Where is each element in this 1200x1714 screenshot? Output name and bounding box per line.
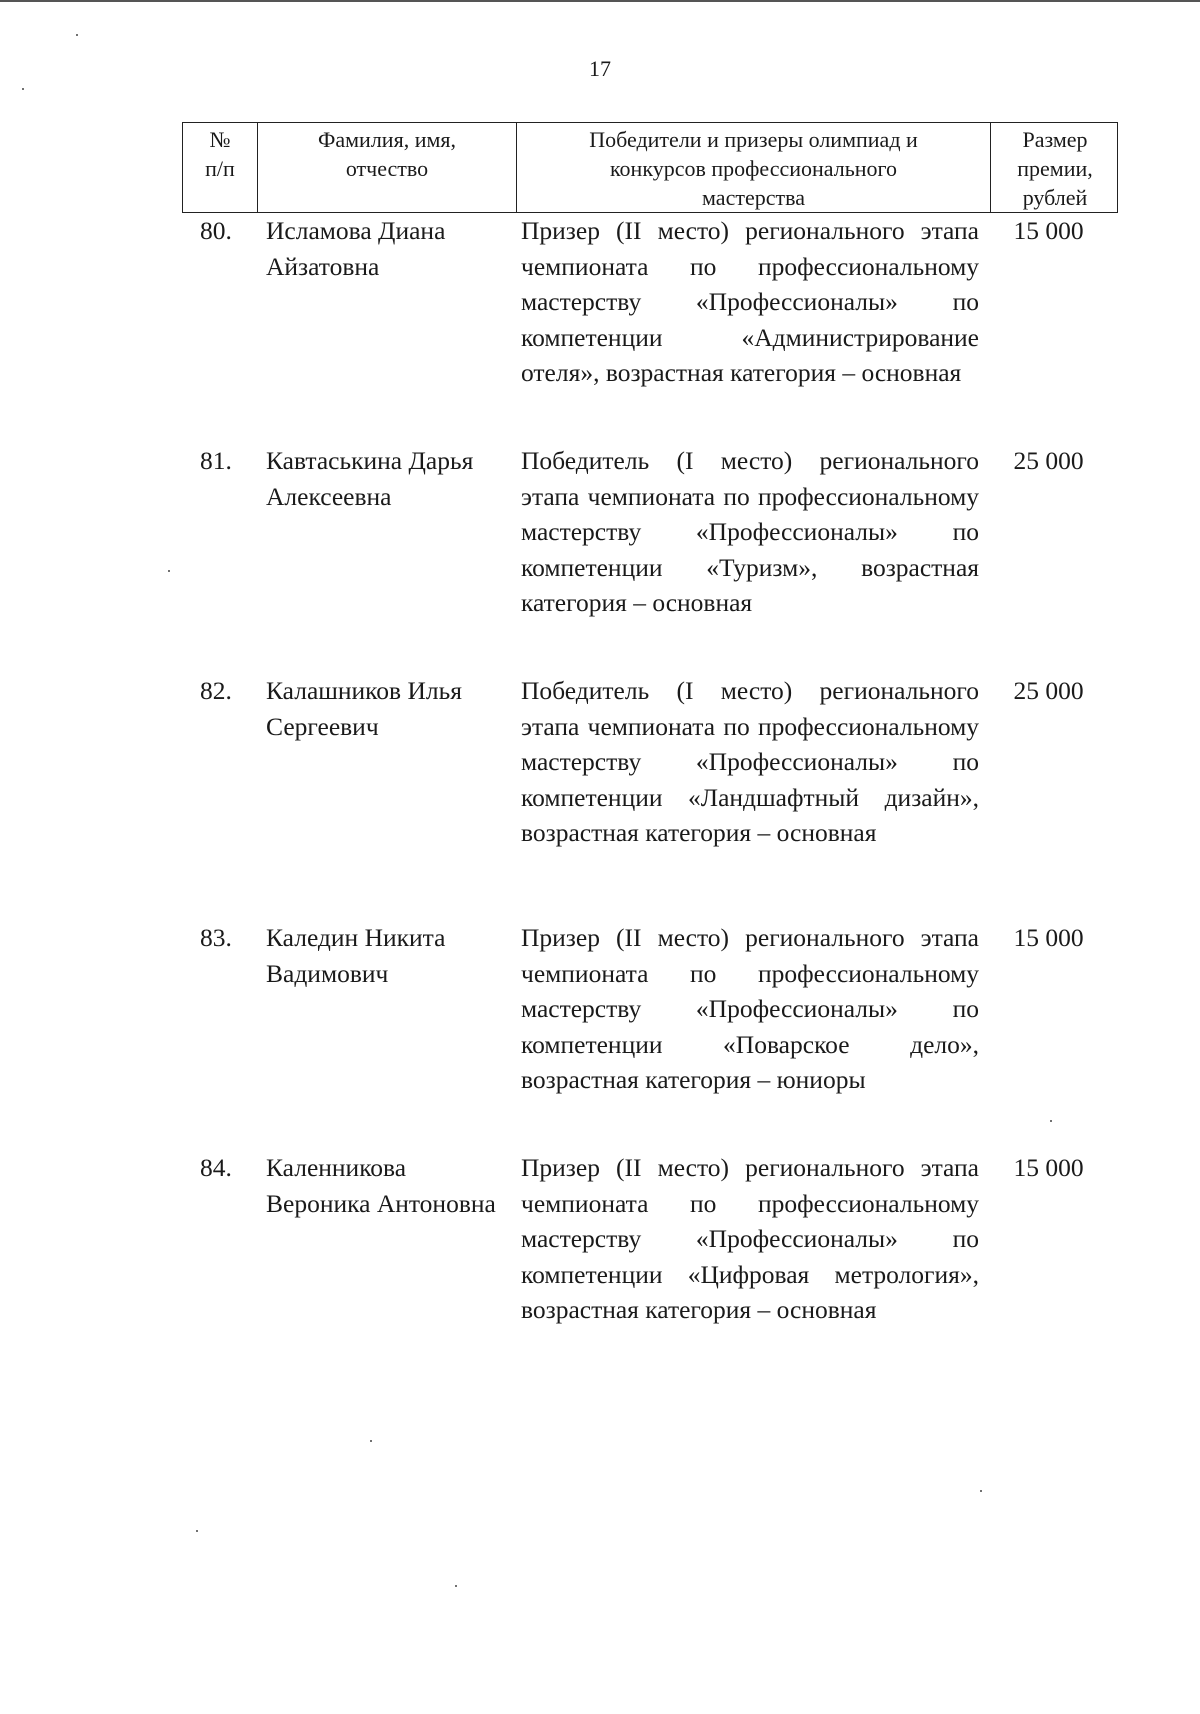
row-description: Победитель (I место) регионального этапа чемпионата по профессиональному мастерству «Профессионалы» по компетенции «Туризм», возрастная категория – основная (521, 446, 979, 617)
row-name: Каленникова Вероника Антоновна (266, 1153, 496, 1218)
row-description: Призер (II место) регионального этапа чемпионата по профессиональному мастерству «Профессионалы» по компетенции «Цифровая метрология», возрастная категория – основная (521, 1153, 979, 1324)
scan-speck (76, 34, 78, 36)
scan-speck (196, 1530, 198, 1532)
header-desc: Победители и призеры олимпиад и конкурсов профессионального мастерства (516, 123, 990, 212)
row-name: Каледин Никита Вадимович (266, 923, 446, 988)
row-number: 83. (200, 923, 232, 952)
table-header (182, 122, 1118, 213)
row-number: 82. (200, 676, 232, 705)
row-number: 81. (200, 446, 232, 475)
row-amount: 15 000 (1013, 216, 1084, 245)
scan-speck (370, 1440, 372, 1442)
scan-speck (168, 570, 170, 572)
row-name: Кавтаськина Дарья Алексеевна (266, 446, 474, 511)
row-amount: 15 000 (1013, 1153, 1084, 1182)
header-name: Фамилия, имя, отчество (257, 123, 516, 212)
row-name: Исламова Диана Айзатовна (266, 216, 446, 281)
scan-speck (22, 88, 24, 90)
table-row (182, 443, 1118, 673)
row-amount: 25 000 (1013, 446, 1084, 475)
row-amount: 15 000 (1013, 923, 1084, 952)
awards-table (182, 122, 1118, 1380)
table-row (182, 673, 1118, 920)
page-top-edge (0, 0, 1200, 2)
row-name: Калашников Илья Сергеевич (266, 676, 462, 741)
row-number: 80. (200, 216, 232, 245)
row-description: Призер (II место) регионального этапа чемпионата по профессиональному мастерству «Профессионалы» по компетенции «Поварское дело», возрастная категория – юниоры (521, 923, 979, 1094)
scan-speck (455, 1585, 457, 1587)
page-number: 17 (589, 56, 611, 81)
table-row (182, 920, 1118, 1150)
header-amount: Размер премии, рублей (990, 123, 1119, 212)
row-number: 84. (200, 1153, 232, 1182)
table-row (182, 213, 1118, 443)
header-num: № п/п (205, 127, 235, 181)
scan-speck (980, 1490, 982, 1492)
row-amount: 25 000 (1013, 676, 1084, 705)
row-description: Победитель (I место) регионального этапа чемпионата по профессиональному мастерству «Профессионалы» по компетенции «Ландшафтный дизайн», возрастная категория – основная (521, 676, 979, 847)
row-description: Призер (II место) регионального этапа чемпионата по профессиональному мастерству «Профессионалы» по компетенции «Администрирование отеля», возрастная категория – основная (521, 216, 979, 387)
scan-speck (1050, 1120, 1052, 1122)
table-row (182, 1150, 1118, 1380)
